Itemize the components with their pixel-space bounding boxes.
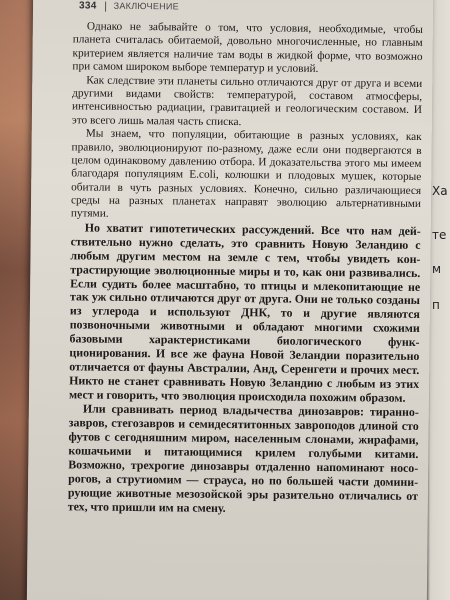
paragraph: Но хватит гипотетических рассуждений. Все что нам действительно нужно сделать, это сравнить Новую Зеландию с любым другим местом на земле с тем, чтобы увидеть контрастирующие эволюционные миры и то, как они развивались. Если судить более масштабно, то птицы и млекопитающие не так уж сильно отличаются друг от друга. Они не только созданы из углерода и используют ДНК, то и другие являются позвоночными животными и обладают многими схожими базовыми характеристиками биологического функционирования. И все же фауна Новой Зеландии поразительно отличается от фауны Австралии, Анд, Серенгети и прочих мест. Никто не станет сравнивать Новую Зеландию с любым из этих мест и говорить, что эволюция происходила похожим образом. [68, 220, 421, 405]
adjacent-page-fragment: Ха [432, 184, 448, 198]
paragraph: Мы знаем, что популяции, обитающие в разных условиях, как правило, эволюционируют по-разному, даже если они подвергаются в целом одинаковому давлению отбора. И доказательства этого мы имеем благодаря популяциям E.coli, колюшки и плодовых мушек, которые обитали в чуть разных условиях. Конечно, сильно различающиеся среды на разных планетах направят эволюцию альтернативными путями. [70, 127, 422, 220]
running-title: ЗАКЛЮЧЕНИЕ [113, 0, 180, 12]
body-text [68, 20, 423, 518]
header-divider [105, 1, 106, 11]
paragraph: Как следствие эти планеты сильно отличаются друг от друга и всеми другими видами свойств: температурой, составом атмосферы, интенсивностью радиации, гравитацией и геологическим составом. И это всего лишь малая часть списка. [71, 74, 423, 128]
adjacent-page-fragment: п [432, 298, 440, 312]
running-header [79, 0, 179, 12]
paragraph: Однако не забывайте о том, что условия, необходимые, чтобы планета считалась обитаемой, довольно многочисленные, но главным критерием является наличие там воды в жидкой форме, что возможно при самом широком выборе температур и условий. [72, 20, 423, 75]
page-number: 334 [79, 0, 97, 12]
book-page [27, 0, 433, 600]
adjacent-page-fragment: те [432, 228, 447, 242]
adjacent-page-fragment: м [432, 262, 442, 276]
paragraph: Или сравнивать период владычества динозавров: тираннозавров, стегозавров и семидесятитонных завроподов длиной сто футов с сегодняшним миром, населенным слонами, жирафами, кошачьими и питающимися крилем голубыми китами. Возможно, трехрогие динозавры отдаленно напоминают носорогов, а струтиомим — страуса, но по большей части доминирующие животные мезозойской эры разительно отличались от тех, что пришли им на смену. [67, 401, 419, 515]
